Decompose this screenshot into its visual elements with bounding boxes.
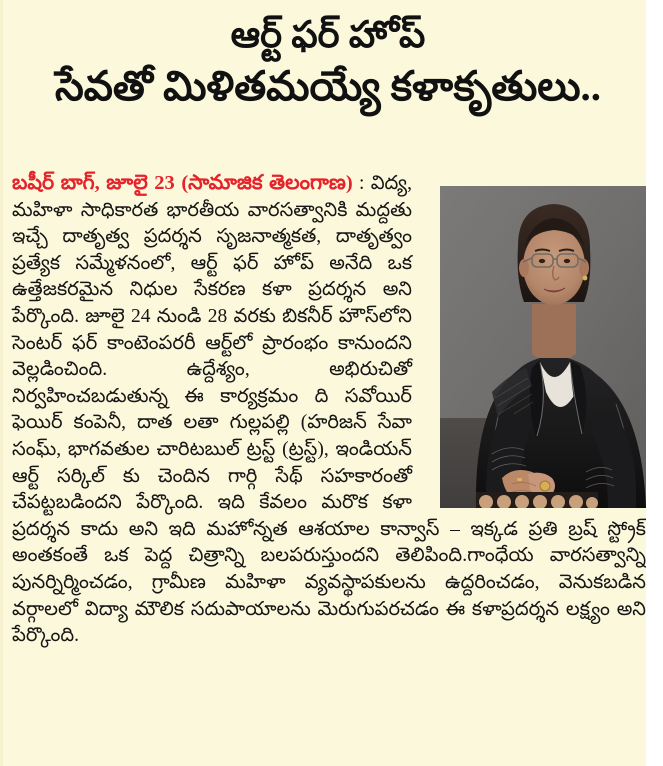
article-body-text: విద్య, మహిళా సాధికారత భారతీయ వారసత్వానికి మద్దతు ఇచ్చే దాతృత్వ ప్రదర్శన సృజనాత్మకత, దాతృత్వం ప్రత్యేక సమ్మేళనంలో, ఆర్ట్ ఫర్ హోప్ అనేది ఒక ఉత్తేజకరమైన నిధుల సేకరణ కళా ప్రదర్శన అని పేర్కొంది. జూలై 24 నుండి 28 వరకు బికనీర్ హౌస్‌లోని సెంటర్ ఫర్ కాంటెంపరరీ ఆర్ట్‌లో ప్రారంభం కానుందని వెల్లడించింది. ఉద్దేశ్యం, అభిరుచితో నిర్వహించబడుతున్న ఈ కార్యక్రమం ది సవోయిర్ ఫెయిర్ కంపెనీ, దాత లతా గుల్లపల్లి (హరిజన్ సేవా సంఘ్, భాగవతుల చారిటబుల్ ట్రస్ట్ (ట్రస్ట్), ఇండియన్ ఆర్ట్ సర్కిల్ కు చెందిన గార్గి సేథ్ సహకారంతో చేపట్టబడిందని పేర్కొంది. ఇది కేవలం మరొక కళా ప్రదర్శన కాదు అని ఇది మహోన్నత ఆశయాల కాన్వాస్ – ఇక్కడ ప్రతి బ్రష్ స్ట్రోక్ అంతకంతే ఒక పెద్ద చిత్రాన్ని బలపరుస్తుందని తెలిపింది.గాంధేయ వారసత్వాన్ని పునర్నిర్మించడం, గ్రామీణ మహిళా వ్యవస్థాపకులను ఉద్దరించడం, వెనుకబడిన వర్గాలలో విద్యా మౌలిక సదుపాయాలను మెరుగుపరచడం ఈ కళాప్రదర్శన లక్ష్యం అని పేర్కొంది. xyxy=(12,173,646,647)
page-left-edge xyxy=(0,0,3,766)
page-right-gutter xyxy=(646,0,663,766)
article-photo xyxy=(440,186,663,508)
portrait-photo-graphic xyxy=(440,186,663,508)
article-headline xyxy=(8,12,648,112)
article-dateline: బషీర్ బాగ్, జూలై 23 (సామాజిక తెలంగాణ) xyxy=(12,172,353,194)
headline-line-1: ఆర్ట్ ఫర్ హోప్ xyxy=(230,15,426,56)
headline-line-2: సేవతో మిళితమయ్యే కళాకృతులు.. xyxy=(54,63,602,109)
dateline-separator: : xyxy=(352,173,371,194)
